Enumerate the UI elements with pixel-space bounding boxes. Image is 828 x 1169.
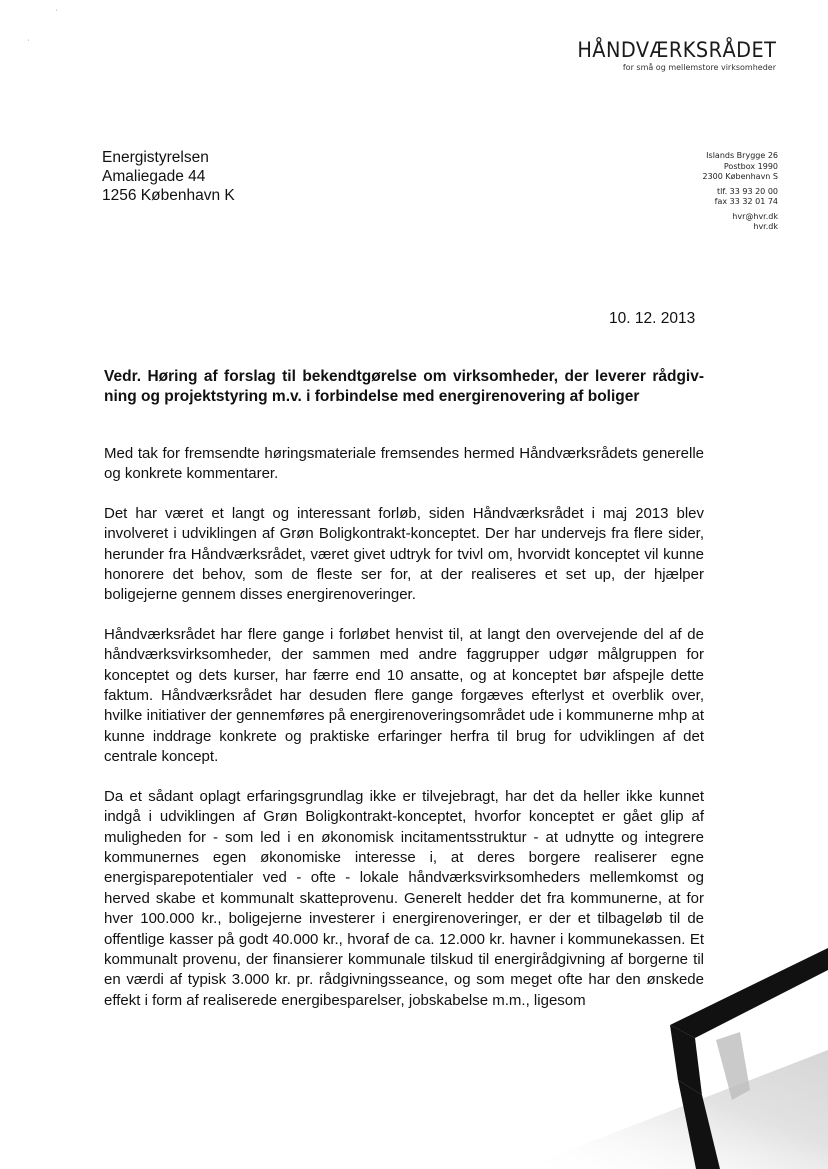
sender-web: hvr.dk [753,222,778,231]
sender-street: Islands Brygge 26 [706,151,778,160]
decorative-corner-graphic [520,930,828,1169]
sender-contact-block [702,151,778,233]
body-paragraph-1: Med tak for fremsendte høringsmateriale fremsendes hermed Håndværksrådets generelle og konkrete kommentarer. [104,445,704,483]
recipient-city: 1256 København K [102,187,235,204]
recipient-address [102,148,235,205]
sender-city: 2300 København S [702,172,778,181]
logo-subtitle: for små og mellemstore virksomheder [622,63,776,72]
letter-date: 10. 12. 2013 [609,310,696,327]
sender-phone: tlf. 33 93 20 00 [716,186,778,196]
body-paragraph-3: Håndværksrådet har flere gange i forløbet henvist til, at langt den overvejende del af de håndværksvirksomheder, der sammen med andre faggrupper udgør målgruppen for konceptet og dets kurser, har færre end 10 ansatte, og at konceptet bør afspejle dette faktum. Håndværksrådet har desuden flere gange forgæves efterlyst et overblik over, hvilke initiativer der gennemføres på energirenoveringsområdet ude i kommunerne mhp at kunne inddrage konkrete og praktiske erfaringer herfra til brug for udviklingen af det centrale koncept. [104,625,704,766]
recipient-street: Amaliegade 44 [102,168,206,185]
scan-speck: ' [56,10,58,16]
recipient-name: Energistyrelsen [102,149,209,166]
scan-speck: ' [28,40,30,46]
sender-postbox: Postbox 1990 [723,161,778,171]
letterhead-logo [560,38,776,73]
body-paragraph-2: Det har været et langt og interessant forløb, siden Håndværksrådet i maj 2013 blev involveret i udviklingen af Grøn Boligkontrakt-konceptet. Der har undervejs fra flere sider, herunder fra Håndværksrådet, været givet udtryk for tvivl om, hvorvidt konceptet vil kunne honorere det behov, som de fleste ser for, at der realiseres et set up, der hjælper boligejerne gennem disses energirenoveringer. [104,504,704,604]
sender-fax: fax 33 32 01 74 [714,197,778,206]
body-paragraph-4: Da et sådant oplagt erfaringsgrundlag ikke er tilvejebragt, har det da heller ikke kunnet indgå i udviklingen af Grøn Boligkontrakt-konceptet, hvorfor konceptet er gået glip af muligheden for - som led i en økonomisk incitamentsstruktur - at udnytte og integrere kommunernes egen økonomiske interesse i, at deres borgere realiserer egne energisparepotentialer ved - ofte - lokale håndværksvirksomheders mellemkomst og herved skabe et kommunalt skatteprovenu. Generelt hedder det fra kommunerne, at for hver 100.000 kr., boligejerne investerer i energirenoveringer, er der et tilbageløb til de offentlige kasser på godt 40.000 kr., hvoraf de ca. 12.000 kr. havner i kommunekassen. Et kommunalt provenu, der finansierer kommunale tilskud til energirådgivning af borgerne til en værdi af typisk 3.000 kr. pr. rådgivningsseance, og som meget ofte har den ønskede effekt i form af realiserede energibesparelser, jobskabelse m.m., ligesom [104,787,704,1009]
letter-subject: Vedr. Høring af forslag til bekendtgørelse om virksomheder, der leverer rådgiv-ning og projektstyring m.v. i forbindelse med energirenovering af boliger [104,368,704,405]
sender-email: hvr@hvr.dk [732,211,778,221]
logo-title: HÅNDVÆRKSRÅDET [576,38,776,62]
